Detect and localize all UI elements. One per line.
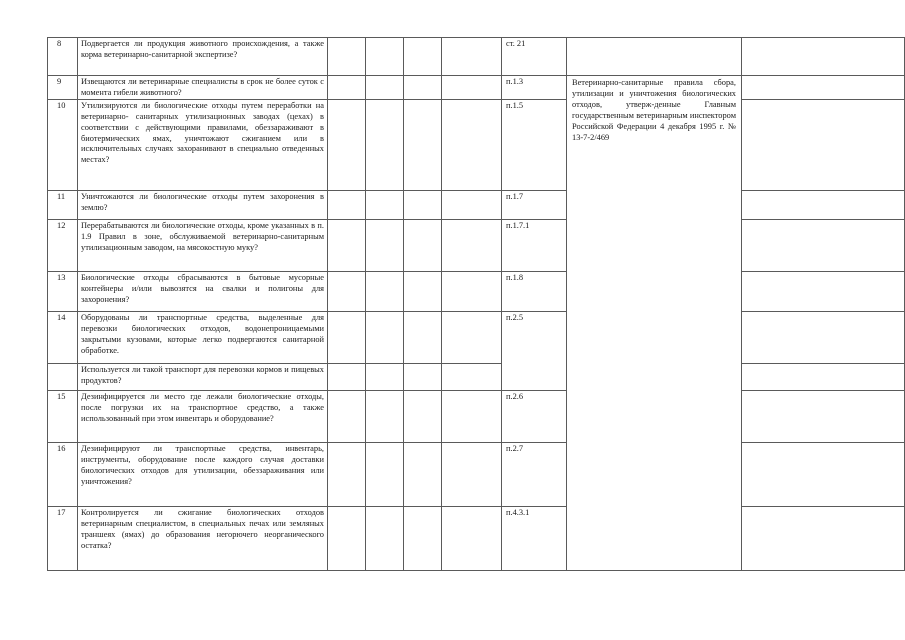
table-row: [48, 219, 905, 271]
spacer-cell: [442, 390, 502, 442]
table-row: [48, 38, 905, 76]
spacer-cell: [442, 271, 502, 311]
answer-yes-cell: [328, 99, 366, 190]
spacer-cell: [442, 76, 502, 100]
table-row: [48, 99, 905, 190]
clause-reference: ст. 21: [502, 38, 567, 76]
row-number: 10: [48, 99, 78, 190]
question-text: Утилизируются ли биологические отходы путем переработки на ветеринарно- санитарных утилизационных заводах (цехах) в соответствии с действующими правилами, обеззараживают в биотермических ямах, уничтожают сжиганием или в исключительных случаях захоранивают в специально отведенных местах?: [78, 99, 328, 190]
answer-yes-cell: [328, 363, 366, 390]
clause-reference: п.1.8: [502, 271, 567, 311]
answer-yes-cell: [328, 390, 366, 442]
table-row: [48, 311, 905, 363]
answer-yes-cell: [328, 442, 366, 506]
answer-yes-cell: [328, 38, 366, 76]
clause-reference: п.1.3: [502, 76, 567, 100]
question-text: Подвергается ли продукция животного происхождения, а также корма ветеринарно-санитарной экспертизе?: [78, 38, 328, 76]
answer-no-cell: [366, 219, 404, 271]
note-cell: [742, 363, 905, 390]
law-reference: Ветеринарно-санитарные правила сбора, утилизации и уничтожения биологических отходов, утверж-денные Главным государственным ветеринарным инспектором Российской Федерации 4 декабря 1995 г. № 13-7-2/469: [567, 76, 742, 571]
question-text: Дезинфицируется ли место где лежали биологические отходы, после погрузки их на транспортное средство, а также использованный при этом инвентарь и оборудование?: [78, 390, 328, 442]
spacer-cell: [442, 190, 502, 219]
question-text: Используется ли такой транспорт для перевозки кормов и пищевых продуктов?: [78, 363, 328, 390]
answer-no-cell: [366, 311, 404, 363]
answer-no-cell: [366, 99, 404, 190]
answer-na-cell: [404, 390, 442, 442]
question-text: Дезинфицируют ли транспортные средства, инвентарь, инструменты, оборудование после каждого случая доставки биологических отходов для утилизации, обеззараживания или уничтожения?: [78, 442, 328, 506]
question-text: Перерабатываются ли биологические отходы, кроме указанных в п. 1.9 Правил в зоне, обслуживаемой ветеринарно-санитарным утилизационным заводом, на мясокостную муку?: [78, 219, 328, 271]
spacer-cell: [442, 442, 502, 506]
note-cell: [742, 38, 905, 76]
clause-reference: п.2.6: [502, 390, 567, 442]
answer-na-cell: [404, 219, 442, 271]
table-row: [48, 363, 905, 390]
note-cell: [742, 99, 905, 190]
note-cell: [742, 219, 905, 271]
answer-no-cell: [366, 506, 404, 570]
table-row: [48, 506, 905, 570]
clause-reference: п.1.7: [502, 190, 567, 219]
answer-no-cell: [366, 390, 404, 442]
row-number: 17: [48, 506, 78, 570]
spacer-cell: [442, 219, 502, 271]
answer-na-cell: [404, 99, 442, 190]
row-number: 16: [48, 442, 78, 506]
question-text: Оборудованы ли транспортные средства, выделенные для перевозки биологических отходов, водонепроницаемыми закрытыми кузовами, которые легко подвергаются санитарной обработке.: [78, 311, 328, 363]
row-number: 13: [48, 271, 78, 311]
question-text: Биологические отходы сбрасываются в бытовые мусорные контейнеры и/или вывозятся на свалки и полигоны для захоронения?: [78, 271, 328, 311]
answer-no-cell: [366, 363, 404, 390]
clause-reference: п.2.7: [502, 442, 567, 506]
note-cell: [742, 442, 905, 506]
note-cell: [742, 190, 905, 219]
answer-no-cell: [366, 442, 404, 506]
answer-no-cell: [366, 38, 404, 76]
spacer-cell: [442, 99, 502, 190]
spacer-cell: [442, 363, 502, 390]
note-cell: [742, 311, 905, 363]
answer-na-cell: [404, 190, 442, 219]
table-row: [48, 271, 905, 311]
row-number: 11: [48, 190, 78, 219]
clause-reference: п.4.3.1: [502, 506, 567, 570]
table-row: [48, 442, 905, 506]
spacer-cell: [442, 311, 502, 363]
checklist-table: [47, 37, 905, 571]
row-number: 15: [48, 390, 78, 442]
clause-reference: п.1.7.1: [502, 219, 567, 271]
note-cell: [742, 390, 905, 442]
question-text: Извещаются ли ветеринарные специалисты в срок не более суток с момента гибели животного?: [78, 76, 328, 100]
spacer-cell: [442, 506, 502, 570]
note-cell: [742, 506, 905, 570]
answer-na-cell: [404, 271, 442, 311]
note-cell: [742, 76, 905, 100]
clause-reference: п.1.5: [502, 99, 567, 190]
row-number: 8: [48, 38, 78, 76]
answer-na-cell: [404, 38, 442, 76]
clause-reference: п.2.5: [502, 311, 567, 390]
row-number: 9: [48, 76, 78, 100]
answer-yes-cell: [328, 311, 366, 363]
answer-no-cell: [366, 190, 404, 219]
answer-na-cell: [404, 363, 442, 390]
law-cell-empty: [567, 38, 742, 76]
table-row: [48, 190, 905, 219]
row-number: 14: [48, 311, 78, 363]
answer-yes-cell: [328, 271, 366, 311]
answer-na-cell: [404, 311, 442, 363]
answer-yes-cell: [328, 190, 366, 219]
answer-yes-cell: [328, 506, 366, 570]
spacer-cell: [442, 38, 502, 76]
row-number: [48, 363, 78, 390]
answer-yes-cell: [328, 219, 366, 271]
answer-no-cell: [366, 76, 404, 100]
table-row: [48, 76, 905, 100]
table-row: [48, 390, 905, 442]
checklist-sheet: [47, 37, 904, 571]
note-cell: [742, 271, 905, 311]
row-number: 12: [48, 219, 78, 271]
question-text: Контролируется ли сжигание биологических отходов ветеринарным специалистом, в специальных печах или земляных траншеях (ямах) до образования негорючего неорганического остатка?: [78, 506, 328, 570]
answer-na-cell: [404, 76, 442, 100]
answer-yes-cell: [328, 76, 366, 100]
answer-na-cell: [404, 442, 442, 506]
answer-na-cell: [404, 506, 442, 570]
answer-no-cell: [366, 271, 404, 311]
question-text: Уничтожаются ли биологические отходы путем захоронения в землю?: [78, 190, 328, 219]
